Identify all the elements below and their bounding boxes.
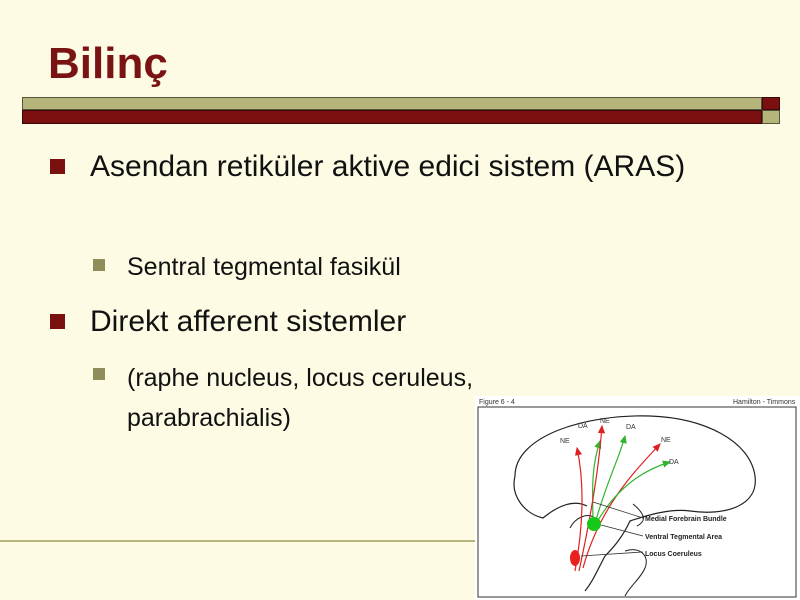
square-bullet-icon [50,314,65,329]
callout-vta: Ventral Tegmental Area [645,534,723,541]
label-ne-2: NE [600,418,610,425]
callout-bundle: Medial Forebrain Bundle [645,516,727,523]
bullet-direkt-afferent [48,302,728,342]
rule-corner-olive [762,110,780,124]
slide-title: Bilinç [48,39,168,88]
callout-lc: Locus Coeruleus [645,551,702,558]
brainstem-outline [625,550,646,596]
title-rule-olive [22,97,762,110]
bullet-text: Asendan retiküler aktive edici sistem (ARAS) [90,150,686,183]
vta-nucleus [587,517,601,531]
footer-rule [0,540,478,542]
figure-caption-left: Figure 6 - 4 [479,399,515,406]
label-ne-3: NE [661,437,671,444]
callout-line-lc [581,552,643,556]
brain-outline [515,416,755,591]
square-subbullet-icon [93,368,105,380]
subbullet-text: Sentral tegmental fasikül [127,253,401,281]
title-rule-maroon [22,110,762,124]
square-subbullet-icon [93,259,105,271]
brain-pathway-figure [475,396,800,600]
label-da-1: DA [578,423,588,430]
brain-lower-contour [514,476,587,518]
bullet-text: Direkt afferent sistemler [90,305,407,338]
subbullet-sentral [90,250,590,284]
subbullet-text: (raphe nucleus, locus ceruleus, parabrachialis) [127,364,474,432]
label-da-3: DA [669,459,679,466]
locus-coeruleus-nucleus [570,550,580,566]
figure-caption-right: Hamilton - Timmons [733,399,796,406]
rule-corner-maroon [762,97,780,110]
brain-diagram [475,396,800,600]
square-bullet-icon [50,159,65,174]
figure-frame [478,407,796,597]
bullet-aras [48,142,728,192]
label-ne-1: NE [560,438,570,445]
label-da-2: DA [626,424,636,431]
